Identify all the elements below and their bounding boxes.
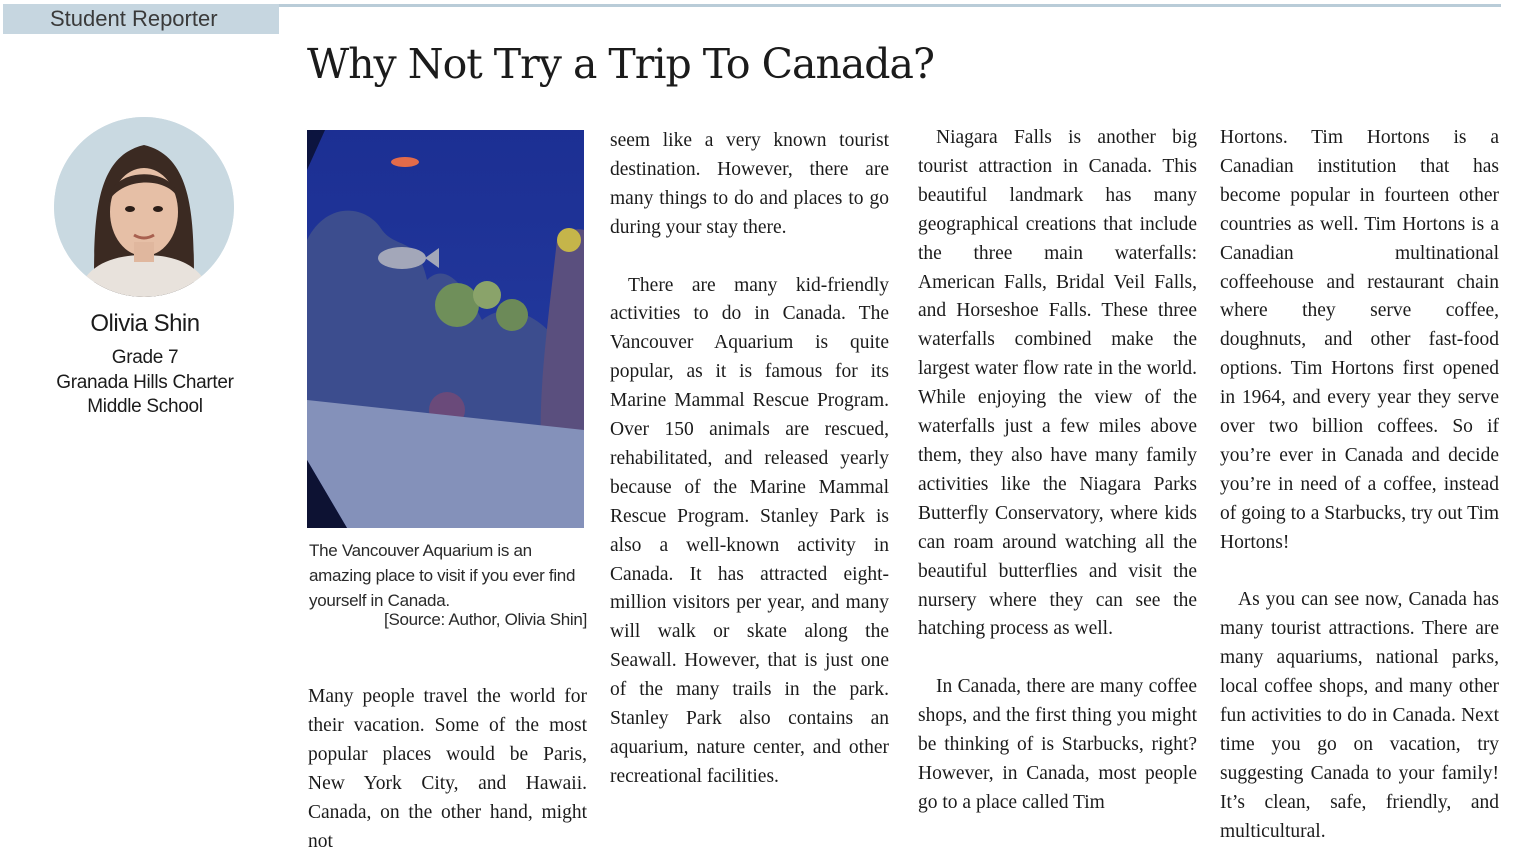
article-column-4 <box>1220 124 1499 847</box>
author-grade: Grade 7 <box>111 347 179 368</box>
article-column-3 <box>918 124 1197 818</box>
article-paragraph: seem like a very known tourist destination. However, there are many things to do and places to go during your stay there. <box>610 130 889 238</box>
article-paragraph: Many people travel the world for their vacation. Some of the most popular places would be Paris, New York City, and Hawaii. Canada, on the other hand, might not <box>308 686 587 852</box>
author-school-line2: Middle School <box>87 396 203 417</box>
aquarium-photo <box>307 130 584 528</box>
author-avatar <box>54 117 234 297</box>
photo-caption: The Vancouver Aquarium is an amazing place to visit if you ever find yourself in Canada. <box>309 541 576 610</box>
article-column-2 <box>610 127 889 792</box>
article-paragraph: Hortons. Tim Hortons is a Canadian institution that has become popular in fourteen other countries as well. Tim Hortons is a Canadian multinational coffeehouse and restaurant chain where they serve coffee, doughnuts, and other fast-food options. Tim Hortons first opened in 1964, and every year they serve over two billion coffees. So if you’re ever in Canada and decide you’re in need of a coffee, instead of going to a Starbucks, try out Tim Hortons! <box>1220 127 1499 553</box>
article-paragraph: In Canada, there are many coffee shops, and the first thing you might be thinking of is Starbucks, right? However, in Canada, most people go to a place called Tim <box>918 676 1197 813</box>
article-paragraph: There are many kid-friendly activities to do in Canada. The Vancouver Aquarium is quite popular, as it is famous for its Marine Mammal Rescue Program. Over 150 animals are rescued, rehabilitated, and released yearly because of the Marine Mammal Rescue Program. Stanley Park is also a well-known activity in Canada. It has attracted eight-million visitors per year, and many will walk or skate along the Seawall. However, that is just one of the many trails in the park. Stanley Park also contains an aquarium, nature center, and other recreational facilities. <box>610 274 889 787</box>
headline: Why Not Try a Trip To Canada? <box>307 40 934 88</box>
article-paragraph: Niagara Falls is another big tourist attraction in Canada. This beautiful landmark has many geographical creations that include the three main waterfalls: American Falls, Bridal Veil Falls, and Horseshoe Falls. These three waterfalls combined make the largest water flow rate in the world. While enjoying the view of the waterfalls just a few miles above them, they also have many family activities like the Niagara Parks Butterfly Conservatory, where kids can roam around watching all the beautiful butterflies and visit the nursery where they can see the hatching process as well. <box>918 127 1197 640</box>
author-name: Olivia Shin <box>90 310 200 337</box>
article-column-1 <box>308 683 587 856</box>
author-school-line1: Granada Hills Charter <box>56 372 234 393</box>
article-paragraph: As you can see now, Canada has many tourist attractions. There are many aquariums, national parks, local coffee shops, and many other fun activities to do in Canada. Next time you go on vacation, try suggesting Canada to your family! It’s clean, safe, friendly, and multicultural. <box>1220 589 1499 842</box>
photo-source: [Source: Author, Olivia Shin] <box>384 610 587 629</box>
author-portrait-image <box>54 117 234 297</box>
aquarium-image <box>307 130 584 528</box>
section-label: Student Reporter <box>3 4 279 34</box>
header-rule <box>279 4 1501 7</box>
